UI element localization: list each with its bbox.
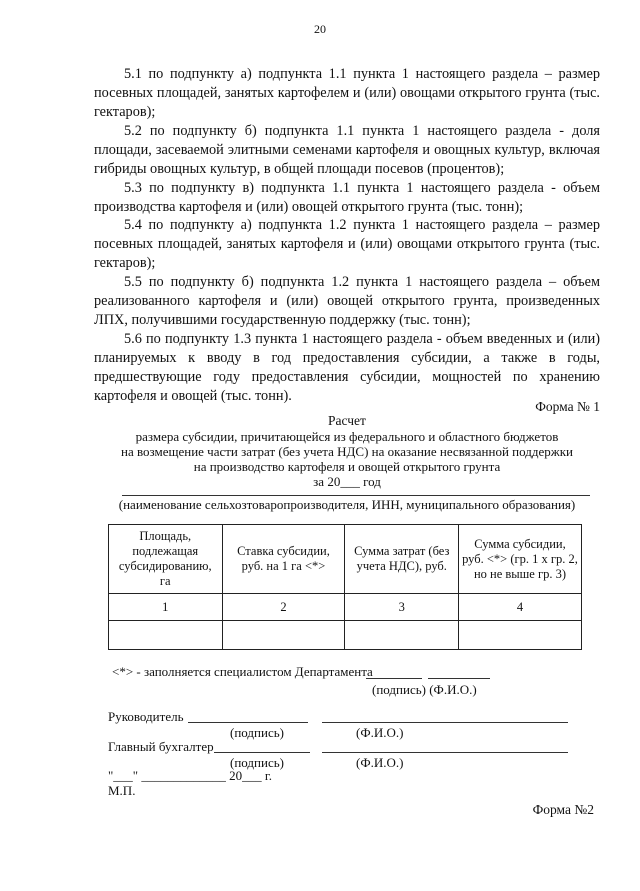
- accountant-signature-line: [214, 752, 310, 753]
- accountant-fio-caption: (Ф.И.О.): [356, 755, 404, 770]
- head-label: Руководитель: [108, 709, 184, 724]
- head-signature-line: [188, 722, 308, 723]
- stamp-label: М.П.: [108, 783, 136, 798]
- page-number: 20: [314, 22, 326, 36]
- table-number-row: [109, 594, 582, 621]
- org-name-line: [122, 495, 590, 496]
- paragraph-5-6: 5.6 по подпункту 1.3 пункта 1 настоящего раздела - объем введенных и (или) планируемых к вводу в год предоставления субсидии, а также в годы, предшествующие году предоставления субсидии, мощностей по хранению картофеля и овощей (тыс. тонн).: [94, 331, 600, 404]
- empty-cell[interactable]: [109, 621, 223, 650]
- form-2-label: Форма №2: [532, 802, 594, 817]
- header-cell: Сумма затрат (без учета НДС), руб.: [345, 525, 459, 594]
- form-subtitle-2: на возмещение части затрат (без учета НДС) на оказание несвязанной поддержки: [120, 444, 574, 459]
- empty-cell[interactable]: [345, 621, 459, 650]
- header-cell: Сумма субсидии, руб. <*> (гр. 1 х гр. 2, но не выше гр. 3): [459, 525, 582, 594]
- paragraph-5-4: 5.4 по подпункту а) подпункта 1.2 пункта 1 настоящего раздела – размер посевных площадей, занятых картофеля и (или) овощами открытого грунта (тыс. гектаров);: [94, 217, 600, 271]
- accountant-sig-caption: (подпись): [230, 755, 284, 770]
- form-1-label: Форма № 1: [535, 399, 600, 414]
- header-cell: Площадь, подлежащая субсидированию, га: [109, 525, 223, 594]
- org-caption: (наименование сельхозтоваропроизводителя, ИНН, муниципального образования): [118, 497, 576, 512]
- footnote-signature-line: [366, 678, 422, 679]
- date-line: "___" _____________ 20___ г.: [108, 768, 272, 783]
- empty-cell[interactable]: [459, 621, 582, 650]
- head-fio-caption: (Ф.И.О.): [356, 725, 404, 740]
- accountant-label: Главный бухгалтер: [108, 739, 214, 754]
- paragraph-5-3: 5.3 по подпункту в) подпункта 1.1 пункта 1 настоящего раздела - объем производства картофеля и (или) овощей открытого грунта (тыс. тонн);: [94, 180, 600, 215]
- subsidy-table: [108, 524, 582, 650]
- form-title: Расчет: [328, 413, 366, 428]
- head-fio-line: [322, 722, 568, 723]
- header-cell: Ставка субсидии, руб. на 1 га <*>: [222, 525, 345, 594]
- column-number: 3: [345, 594, 459, 621]
- paragraph-5-1: 5.1 по подпункту а) подпункта 1.1 пункта 1 настоящего раздела – размер посевных площадей, занятых картофелем и (или) овощами открытого грунта (тыс. гектаров);: [94, 66, 600, 120]
- footnote-sig-caption: (подпись) (Ф.И.О.): [372, 682, 477, 697]
- footnote: <*> - заполняется специалистом Департамента: [112, 664, 373, 679]
- column-number: 1: [109, 594, 223, 621]
- head-sig-caption: (подпись): [230, 725, 284, 740]
- form-subtitle-3: на производство картофеля и овощей открытого грунта: [193, 459, 501, 474]
- paragraph-5-5: 5.5 по подпункту б) подпункта 1.2 пункта 1 настоящего раздела – объем реализованного картофеля и (или) овощей открытого грунта, произведенных ЛПХ, получившими государственную поддержку (тыс. тонн);: [94, 274, 600, 328]
- accountant-fio-line: [322, 752, 568, 753]
- table-header-row: [109, 525, 582, 594]
- footnote-fio-line: [428, 678, 490, 679]
- form-year-line: за 20___ год: [313, 474, 381, 489]
- column-number: 2: [222, 594, 345, 621]
- empty-cell[interactable]: [222, 621, 345, 650]
- paragraph-5-2: 5.2 по подпункту б) подпункта 1.1 пункта 1 настоящего раздела - доля площади, засеваемой элитными семенами картофеля и овощных культур, включая гибриды овощных культур, в общей площади посевов (процентов);: [94, 123, 600, 177]
- table-empty-row: [109, 621, 582, 650]
- column-number: 4: [459, 594, 582, 621]
- form-subtitle-1: размера субсидии, причитающейся из федерального и областного бюджетов: [135, 429, 559, 444]
